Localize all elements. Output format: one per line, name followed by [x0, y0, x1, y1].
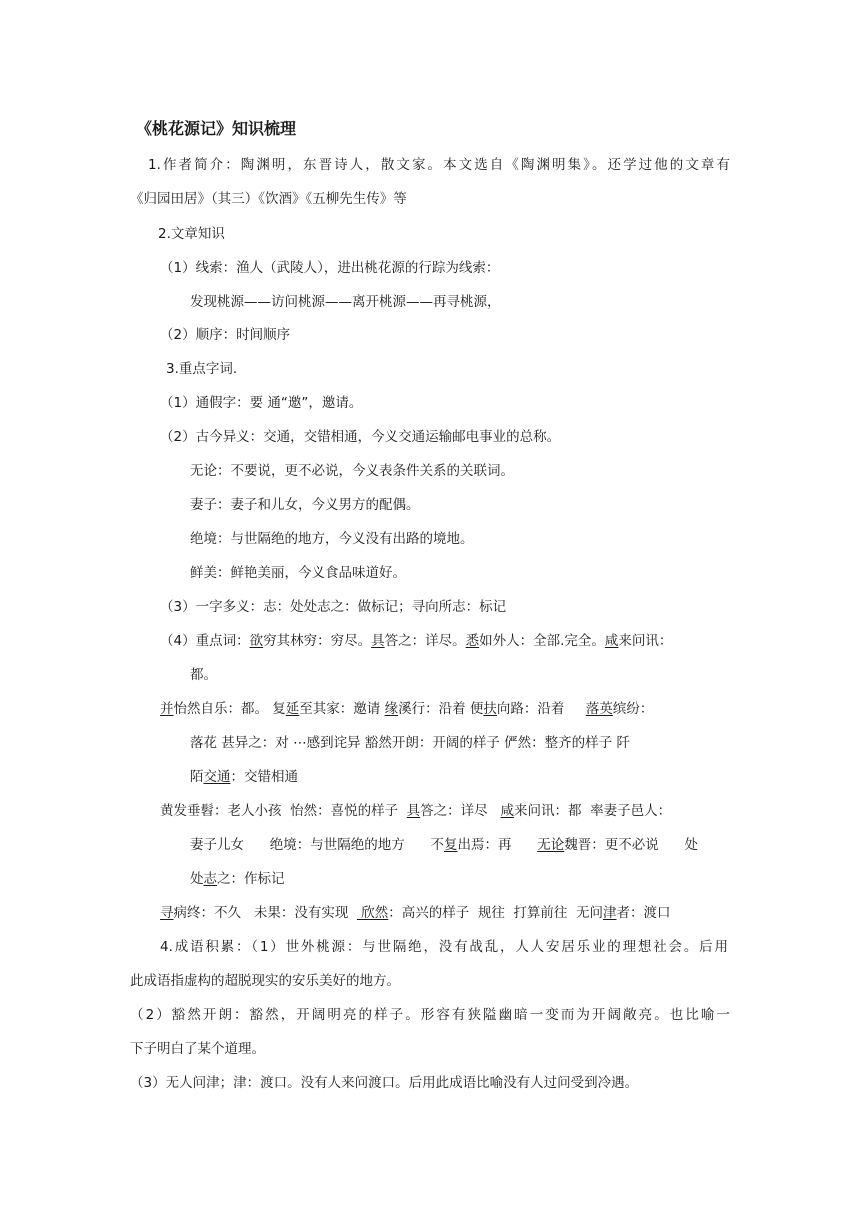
key-word: 寻 — [160, 905, 174, 921]
idioms-line5: （3）无人问津；津：渡口。没有人来问渡口。后用此成语比喻没有人过问受到冷遇。 — [130, 1075, 639, 1091]
key-word-meaning: 至其家：邀请 — [299, 701, 385, 717]
key-word: 具 — [371, 633, 385, 649]
article-knowledge-heading: 2.文章知识 — [158, 226, 225, 242]
idioms-line3: （2）豁然开朗：豁然，开阔明亮的样子。形容有狭隘幽暗一变而为开阔敞亮。也比喻一 — [130, 1007, 730, 1023]
key-word-meaning: 向路：沿着 — [496, 701, 586, 717]
vocab-text: 病终：不久 未果：没有实现 — [173, 905, 357, 921]
author-intro-line2: 《归园田居》（其三）《饮酒》《五柳先生传》等 — [130, 191, 407, 207]
key-word-meaning: 怡然自乐：都。 复 — [173, 701, 286, 717]
key-word-meaning: 溪行：沿着 便 — [398, 701, 484, 717]
key-word: 咸 — [604, 633, 619, 649]
vocab-row — [190, 870, 285, 888]
vocab-text: 答之：详尽 — [420, 803, 501, 819]
key-word-meaning: 如外人：全部.完全。 — [479, 633, 605, 649]
key-word: 志 — [203, 871, 217, 887]
key-word-meaning: 答之：详尽。 — [384, 633, 466, 649]
vocab-text: 魏晋：更不必说 处 — [564, 837, 698, 853]
key-word: 津 — [603, 905, 617, 921]
key-word: 交通 — [203, 769, 231, 785]
key-word: 复 — [444, 837, 458, 853]
vocab-row: 落花 甚异之：对 ⋯感到诧异 豁然开朗：开阔的样子 俨然：整齐的样子 阡 — [190, 735, 630, 751]
clue-detail-line: 发现桃源——访问桃源——离开桃源——再寻桃源， — [190, 294, 501, 310]
key-word: 悉 — [465, 633, 480, 649]
vocab-text: 来问讯：都 率妻子邑人： — [514, 803, 672, 819]
key-word-meaning: ：交错相通 — [230, 769, 298, 785]
order-line: （2）顺序：时间顺序 — [160, 327, 291, 343]
key-word: 咸 — [500, 803, 515, 819]
key-word-meaning: 缤纷： — [612, 701, 654, 717]
key-word: 延 — [285, 701, 300, 717]
key-word: 无论 — [537, 837, 565, 853]
polysemy-line: （3）一字多义：志：处处志之：做标记；寻向所志：标记 — [160, 599, 507, 615]
key-word: 扶 — [483, 701, 497, 717]
vocab-text: 妻子儿女 绝境：与世隔绝的地方 不 — [190, 837, 444, 853]
idioms-line4: 下子明白了某个道理。 — [130, 1041, 265, 1057]
key-vocab-intro: （4）重点词： — [160, 633, 250, 649]
vocab-text: 黄发垂髫：老人小孩 怡然：喜悦的样子 — [160, 803, 407, 819]
vocab-row — [190, 836, 698, 854]
key-word-meaning: 穷其林穷：穷尽。 — [263, 633, 372, 649]
vocab-text: 出焉：再 — [457, 837, 538, 853]
idioms-line1: 4.成语积累：（1）世外桃源：与世隔绝，没有战乱，人人安居乐业的理想社会。后用 — [160, 939, 728, 955]
key-word-meaning: 来问讯： — [618, 633, 673, 649]
vocab-text: 陌 — [190, 769, 204, 785]
key-word: 缘 — [384, 701, 399, 717]
gujin-item: 绝境：与世隔绝的地方，今义没有出路的境地。 — [190, 531, 474, 547]
page-title: 《桃花源记》知识梳理 — [136, 119, 297, 138]
vocab-row — [160, 802, 671, 820]
author-intro-line1: 1.作者简介：陶渊明，东晋诗人，散文家。本文选自《陶渊明集》。还学过他的文章有 — [148, 157, 730, 173]
vocab-row — [190, 768, 298, 786]
key-vocab-line — [160, 632, 672, 650]
vocab-text: 之：作标记 — [217, 871, 285, 887]
key-word: 落英 — [585, 701, 613, 717]
vocab-row — [160, 904, 671, 922]
key-word: 并 — [160, 701, 174, 717]
gujin-item: 妻子：妻子和儿女，今义男方的配偶。 — [190, 497, 420, 513]
key-word: 具 — [406, 803, 421, 819]
gujin-line: （2）古今异义：交通，交错相通，今义交通运输邮电事业的总称。 — [160, 429, 561, 445]
idioms-line2: 此成语指虚构的超脱现实的安乐美好的地方。 — [130, 973, 400, 989]
vocab-text: 者：渡口 — [616, 905, 671, 921]
key-words-heading: 3.重点字词. — [166, 361, 238, 377]
key-word: 欣然 — [356, 905, 389, 921]
tongjia-line: （1）通假字：要 通“邀”，邀请。 — [160, 395, 363, 411]
vocab-row — [160, 700, 653, 718]
vocab-text: ：高兴的样子 规往 打算前往 无问 — [388, 905, 604, 921]
gujin-item: 鲜美：鲜艳美丽，今义食品味道好。 — [190, 565, 406, 581]
key-vocab-continuation: 都。 — [190, 667, 217, 683]
key-word: 欲 — [249, 633, 264, 649]
vocab-text: 处 — [190, 871, 204, 887]
gujin-item: 无论：不要说，更不必说，今义表条件关系的关联词。 — [190, 463, 514, 479]
clue-line: （1）线索：渔人（武陵人），进出桃花源的行踪为线索： — [160, 260, 500, 276]
